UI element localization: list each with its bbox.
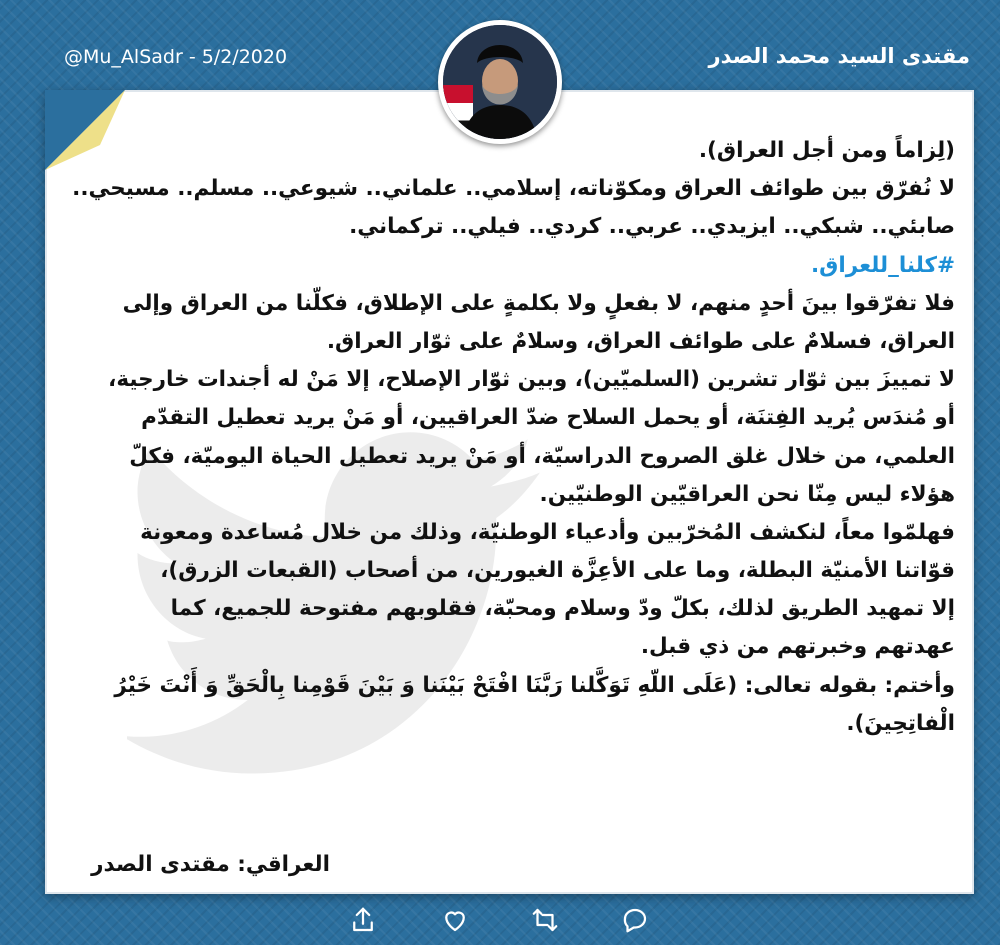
handle-date: @Mu_AlSadr - 5/2/2020 [64,46,288,68]
text-line: صابئي.. شبكي.. ايزيدي.. عربي.. كردي.. فيلي.. تركماني. [349,214,955,240]
like-icon [440,905,470,935]
reply-button[interactable] [620,905,650,935]
text-line: عهدتهم وخبرتهم من ذي قبل. [640,634,955,660]
text-line: أو مُندَس يُريد الفِتنَة، أو يحمل السلاح ضدّ العراقيين، أو مَنْ يريد تعطيل التقدّم [141,405,955,431]
retweet-button[interactable] [530,905,560,935]
text-line: العراق، فسلامٌ على طوائف العراق، وسلامٌ على ثوّار العراق. [326,328,955,354]
text-line: فلا تفرّقوا بينَ أحدٍ منهم، لا بفعلٍ ولا بكلمةٍ على الإطلاق، فكلّنا من العراق وإلى [122,290,955,316]
tweet-actions [348,905,652,939]
text-line: لا نُفرّق بين طوائف العراق ومكوّناته، إسلامي.. علماني.. شيوعي.. مسلم.. مسيحي.. [72,176,955,202]
text-line: إلا تمهيد الطريق لذلك، بكلّ ودّ وسلام ومحبّة، فقلوبهم مفتوحة للجميع، كما [170,596,955,622]
text-line: هؤلاء ليس مِنّا نحن العراقيّين الوطنيّين. [539,481,955,507]
text-line: العلمي، من خلال غلق الصروح الدراسيّة، أو مَنْ يريد تعطيل الحياة اليوميّة، فكلّ [129,443,955,469]
author-name: مقتدى السيد محمد الصدر [708,44,970,68]
text-line: الْفاتِحِينَ). [846,710,955,736]
hashtag-link[interactable]: #كلنا_للعراق. [810,252,955,278]
share-button[interactable] [348,905,378,935]
avatar [438,20,562,144]
text-line: وأختم: بقوله تعالى: (عَلَى اللّهِ تَوَكَّلنا رَبَّنَا افْتَحْ بَيْنَنا وَ بَيْنَ قَوْمِنا بِالْحَقِّ وَ أَنْتَ خَيْرُ [114,672,955,698]
text-line: قوّاتنا الأمنيّة البطلة، وما على الأعِزَّة الغيورين، من أصحاب (القبعات الزرق)، [160,558,955,584]
text-line: (لِزاماً ومن أجل العراق). [698,138,955,163]
text-line: فهلمّوا معاً، لنكشف المُخرّبين وأدعياء الوطنيّة، وذلك من خلال مُساعدة ومعونة [140,519,955,545]
share-icon [348,905,378,935]
retweet-icon [530,905,560,935]
signature: العراقي: مقتدى الصدر [91,852,330,877]
reply-icon [620,905,650,935]
tweet-text [60,132,955,743]
text-line: لا تمييزَ بين ثوّار تشرين (السلميّين)، وبين ثوّار الإصلاح، إلا مَنْ له أجندات خارجية، [108,367,955,393]
like-button[interactable] [440,905,470,935]
